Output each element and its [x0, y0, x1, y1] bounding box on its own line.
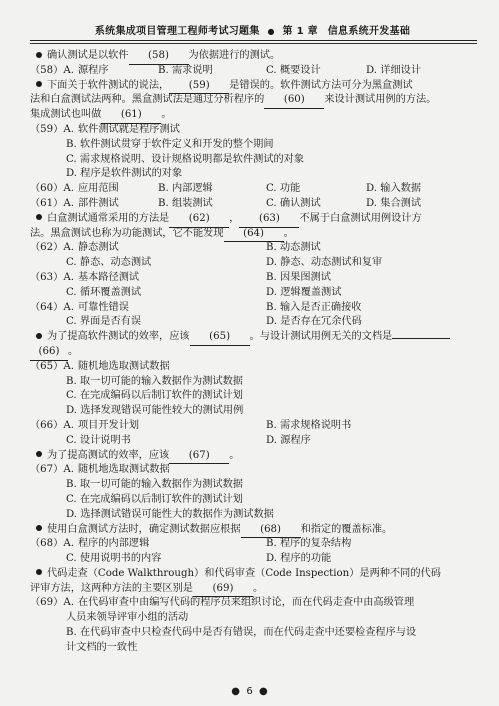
text-line [30, 567, 477, 582]
bullet-icon [36, 525, 42, 531]
text-line [30, 552, 477, 567]
text-line [30, 596, 477, 611]
question-text: 确认测试是以软件 [47, 50, 129, 61]
text-line [30, 463, 477, 478]
option-text: 人员来领导评审小组的活动 [66, 612, 189, 624]
question-text: 。 [253, 582, 264, 594]
option-text: 部件测试 [78, 197, 119, 209]
section-title: 信息系统开发基础 [327, 26, 411, 37]
option-text: C. 功能 [266, 183, 301, 195]
option-label: （58）A. [30, 64, 74, 76]
option-text: B. 组装测试 [158, 197, 213, 209]
footer-dot-icon: ● [231, 686, 247, 697]
answer-blank: (67) [169, 449, 229, 465]
option-text: B. 取一切可能的输入数据作为测试数据 [66, 479, 243, 491]
answer-blank: (66) [30, 345, 68, 361]
option-text: B. 取一切可能的输入数据作为测试数据 [66, 375, 243, 387]
option-text: 软件测试就是程序测试 [78, 123, 180, 135]
question-text: 使用白盒测试方法时，确定测试数据应根据 [47, 523, 241, 535]
text-line [30, 404, 477, 419]
option-text: D. 程序的功能 [266, 553, 332, 565]
option-text: D. 是否存在冗余代码 [266, 316, 362, 328]
book-title: 系统集成项目管理工程师考试习题集 [94, 26, 260, 37]
option-text: 静态测试 [78, 242, 119, 254]
option-text: 基本路径测试 [78, 271, 140, 283]
text-line [30, 360, 477, 375]
option-text: 可靠性错误 [78, 301, 129, 313]
question-text: 为了提高测试的效率，应该 [47, 449, 170, 461]
text-line [30, 626, 477, 641]
option-text: D. 集合测试 [366, 197, 422, 209]
option-text: B. 软件测试贯穿于软件定义和开发的整个期间 [66, 138, 274, 150]
option-text: B. 需求说明 [158, 64, 213, 76]
option-text: D. 输入数据 [366, 183, 422, 195]
answer-blank: (61) [101, 108, 161, 124]
option-label: （66）A. [30, 419, 74, 431]
running-header [28, 22, 477, 38]
text-line [30, 212, 477, 227]
option-text: C. 概要设计 [266, 64, 321, 76]
option-text: D. 选择发现错误可能性较大的测试用例 [66, 405, 244, 417]
option-text: C. 使用说明书的内容 [66, 553, 162, 565]
text-line [30, 523, 477, 538]
option-text: B. 动态测试 [266, 242, 321, 254]
question-content [30, 49, 477, 656]
option-label: （67）A. [30, 464, 74, 476]
chapter-label: 第 1 章 [282, 26, 318, 37]
question-text: 评审方法，这两种方法的主要区别是 [30, 582, 193, 594]
question-text: 为依据进行的测试。 [188, 50, 281, 61]
text-line [30, 315, 477, 330]
bullet-icon [36, 333, 42, 339]
option-text: 随机地选取测试数据 [78, 464, 170, 476]
answer-blank: (62) [169, 212, 229, 228]
text-line [30, 611, 477, 626]
text-line [30, 93, 477, 108]
text-line [30, 345, 477, 360]
question-text: 为了提高软件测试的效率，应该 [47, 331, 190, 343]
option-text: D. 逻辑覆盖测试 [266, 286, 342, 298]
text-line [30, 301, 477, 316]
text-line [30, 389, 477, 404]
option-label: （63）A. [30, 271, 74, 283]
text-line [30, 153, 477, 168]
option-text: D. 源程序 [266, 434, 311, 446]
text-line [30, 330, 477, 345]
separator-dot-icon: ● [267, 27, 275, 36]
text-line [30, 434, 477, 449]
option-text: B. 输入是否正确接收 [266, 301, 362, 313]
question-text: 。 [68, 345, 79, 357]
footer-dot-icon: ● [252, 686, 268, 697]
bullet-icon [36, 81, 42, 87]
question-text: 。 [229, 449, 240, 461]
question-text: ， [229, 212, 240, 224]
option-text: D. 静态、动态测试和复审 [266, 257, 383, 269]
option-text: 随机地选取测试数据 [78, 360, 170, 372]
option-text: B. 程序的复杂结构 [266, 538, 352, 550]
answer-blank: (60) [264, 93, 324, 109]
page-number: 6 [246, 686, 253, 697]
question-text: 。 [283, 227, 294, 239]
question-text: 下面关于软件测试的说法， [47, 79, 170, 91]
text-line [30, 256, 477, 271]
option-label: （62）A. [30, 242, 74, 254]
text-line [30, 493, 477, 508]
answer-blank: (64) [224, 227, 284, 243]
bullet-icon [36, 569, 42, 575]
page-footer [0, 686, 499, 697]
question-text: 是错误的。软件测试方法可分为黑盒测试 [229, 79, 413, 91]
option-label: （69）A. [30, 597, 74, 609]
option-label: （59）A. [30, 123, 74, 135]
text-line [30, 167, 477, 182]
option-text: 项目开发计划 [78, 419, 140, 431]
text-line [30, 123, 477, 138]
question-text: 和指定的覆盖标准。 [300, 523, 393, 535]
question-text: 。 [161, 109, 172, 121]
option-text: 程序的内部逻辑 [78, 538, 150, 550]
question-text: 代码走查（Code Walkthrough）和代码审查（Code Inspection）是两种不同的代码 [47, 567, 441, 579]
question-text: 白盒测试通常采用的方法是 [47, 212, 170, 224]
option-text: 应用范围 [78, 183, 119, 195]
option-text: C. 设计说明书 [66, 434, 131, 446]
bullet-icon [36, 214, 42, 220]
question-text: 不属于白盒测试用例设计方 [299, 212, 422, 224]
option-text: C. 确认测试 [266, 197, 321, 209]
text-line [30, 108, 477, 123]
option-label: （65）A. [30, 360, 74, 372]
text-line [30, 537, 477, 552]
text-line [30, 375, 477, 390]
option-text: C. 循环覆盖测试 [66, 286, 142, 298]
option-text: B. 内部逻辑 [158, 183, 213, 195]
question-text: 集成测试也叫做 [30, 109, 102, 121]
question-text: 法和白盒测试法两种。黑盒测试法是通过分析程序的 [30, 94, 265, 106]
option-text: 源程序 [78, 64, 109, 76]
option-text: C. 需求规格说明、设计规格说明都是软件测试的对象 [66, 153, 305, 165]
option-text: 计文档的一致性 [66, 641, 138, 653]
text-line [30, 271, 477, 286]
answer-blank: (68) [241, 523, 301, 539]
text-line [30, 449, 477, 464]
option-label: （68）A. [30, 538, 74, 550]
text-line [30, 241, 477, 256]
bullet-icon [36, 451, 42, 457]
text-line [30, 641, 477, 656]
answer-blank [392, 338, 450, 339]
option-text: C. 在完成编码以后制订软件的测试计划 [66, 390, 243, 402]
text-line [30, 286, 477, 301]
text-line [30, 478, 477, 493]
answer-blank: (69) [193, 582, 253, 598]
option-text: B. 需求规格说明书 [266, 419, 352, 431]
answer-blank: (65) [190, 330, 250, 346]
text-line [30, 64, 477, 79]
option-text: 在代码审查中由编写代码的程序员来组织讨论，而在代码走查中由高级管理 [78, 597, 415, 609]
option-label: （64）A. [30, 301, 74, 313]
text-line [30, 419, 477, 434]
option-text: D. 选择测试错误可能性大的数据作为测试数据 [66, 508, 274, 520]
text-line [30, 582, 477, 597]
option-text: C. 静态、动态测试 [66, 257, 152, 269]
option-text: D. 详细设计 [366, 64, 422, 76]
option-label: （60）A. [30, 183, 74, 195]
answer-blank: (63) [239, 212, 299, 228]
option-label: （61）A. [30, 197, 74, 209]
question-text: 法。黑盒测试也称为功能测试，它不能发现 [30, 227, 224, 239]
text-line [30, 227, 477, 242]
header-rule-thin [30, 43, 477, 44]
option-text: C. 界面是否有误 [66, 316, 142, 328]
text-line [30, 508, 477, 523]
text-line [30, 197, 477, 212]
header-rule [30, 40, 477, 41]
option-text: B. 因果图测试 [266, 271, 331, 283]
text-line [30, 182, 477, 197]
question-text: 来设计测试用例的方法。 [324, 94, 437, 106]
text-line [30, 138, 477, 153]
option-text: C. 在完成编码以后制订软件的测试计划 [66, 493, 243, 505]
bullet-icon [36, 52, 42, 58]
answer-blank: (59) [169, 79, 229, 95]
option-text: D. 程序是软件测试的对象 [66, 168, 183, 180]
option-text: B. 在代码审查中只检查代码中是否有错误，而在代码走查中还要检查程序与设 [66, 627, 417, 639]
answer-blank: (58) [129, 49, 189, 65]
question-text: 。与设计测试用例无关的文档是 [249, 331, 393, 343]
text-line [30, 49, 477, 64]
text-line [30, 79, 477, 94]
